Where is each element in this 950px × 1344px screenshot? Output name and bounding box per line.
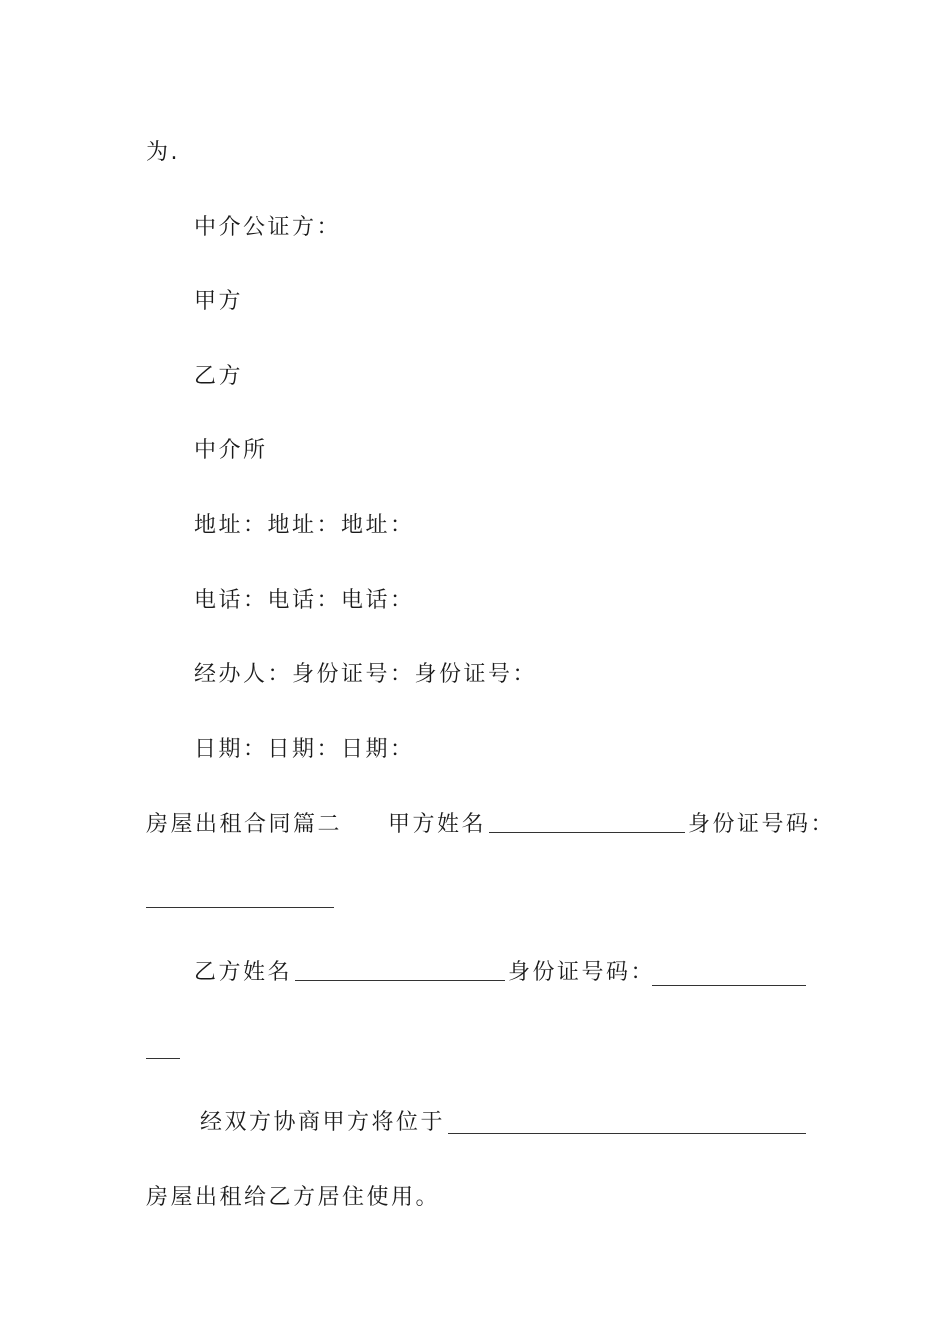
agency-label: 中介所 — [194, 438, 268, 463]
rental-text: 房屋出租给乙方居住使用。 — [146, 1185, 441, 1210]
notary-label: 中介公证方： — [194, 215, 342, 240]
party-b-name-row — [194, 958, 655, 988]
party-b-name-label: 乙方姓名 — [194, 960, 293, 985]
agreement-text: 经双方协商甲方将位于 — [200, 1110, 446, 1135]
handler-row: 经办人：身份证号：身份证号： — [194, 662, 538, 687]
party-b-id-blank-continued — [146, 1058, 180, 1059]
party-b-id-blank — [652, 985, 806, 986]
party-a-name-label: 甲方姓名 — [388, 812, 487, 837]
text-line-wei: 为. — [146, 140, 180, 165]
party-b-label: 乙方 — [194, 364, 244, 389]
property-address-blank — [448, 1133, 806, 1134]
party-a-name-row — [388, 810, 835, 840]
party-a-id-blank — [146, 907, 334, 908]
contract-title: 房屋出租合同篇二 — [146, 812, 343, 837]
party-b-id-label: 身份证号码： — [508, 960, 656, 985]
phone-row: 电话：电话：电话： — [194, 588, 415, 613]
party-a-name-blank — [489, 832, 685, 833]
party-a-id-label: 身份证号码： — [688, 812, 836, 837]
address-row: 地址：地址：地址： — [194, 513, 415, 538]
date-row: 日期：日期：日期： — [194, 737, 415, 762]
party-a-label: 甲方 — [194, 289, 244, 314]
agreement-row — [200, 1108, 445, 1138]
party-b-name-blank — [295, 980, 505, 981]
